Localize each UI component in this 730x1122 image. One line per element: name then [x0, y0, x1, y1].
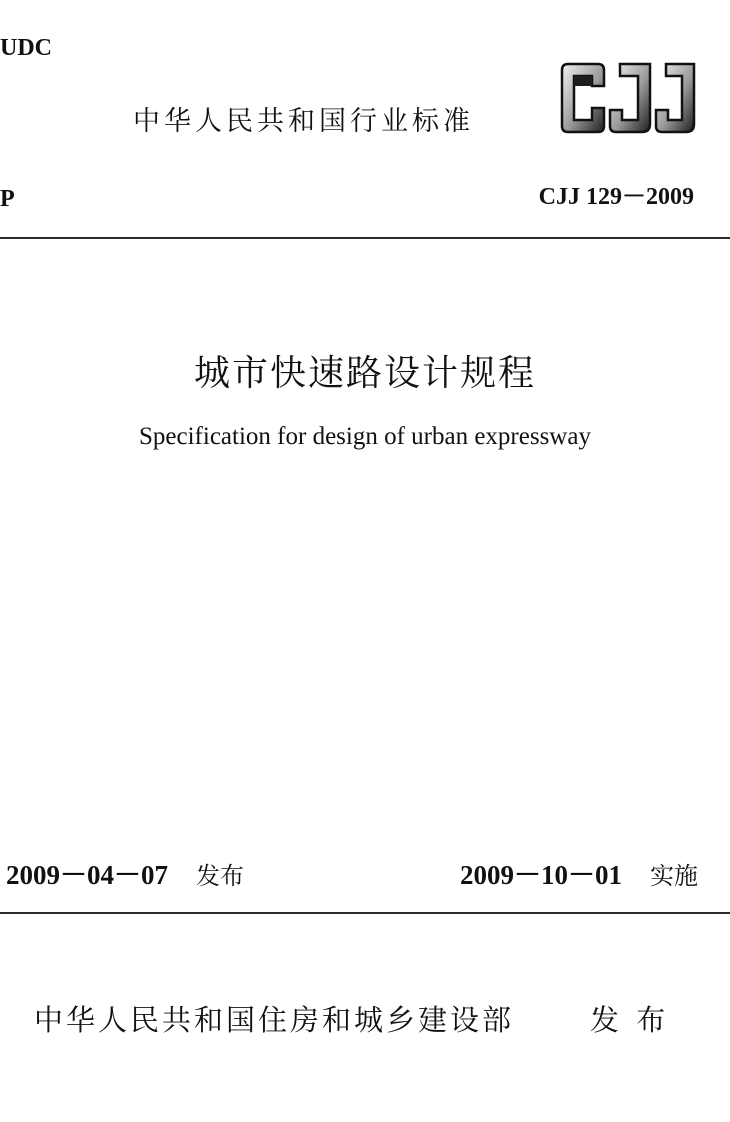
logo-letter-j2	[656, 64, 694, 132]
publisher-name: 中华人民共和国住房和城乡建设部	[34, 1003, 515, 1037]
logo-letter-j1	[610, 64, 650, 132]
title-english: Specification for design of urban expressway	[139, 423, 591, 450]
top-divider	[0, 237, 730, 239]
effective-label: 实施	[650, 862, 698, 890]
publisher-action: 发 布	[590, 1003, 666, 1037]
cjj-logo	[558, 62, 698, 134]
logo-letter-c	[562, 64, 604, 132]
standard-number: CJJ 129－2009	[538, 184, 694, 210]
category-code: P	[0, 186, 15, 212]
issue-date-group	[6, 858, 244, 893]
industry-standard-heading: 中华人民共和国行业标准	[133, 106, 474, 137]
effective-date-group	[460, 858, 698, 893]
title-chinese: 城市快速路设计规程	[193, 353, 536, 394]
effective-date: 2009－10－01	[460, 860, 622, 890]
bottom-divider	[0, 912, 730, 914]
issue-label: 发布	[196, 862, 244, 890]
udc-label: UDC	[0, 35, 52, 61]
issue-date: 2009－04－07	[6, 860, 168, 890]
